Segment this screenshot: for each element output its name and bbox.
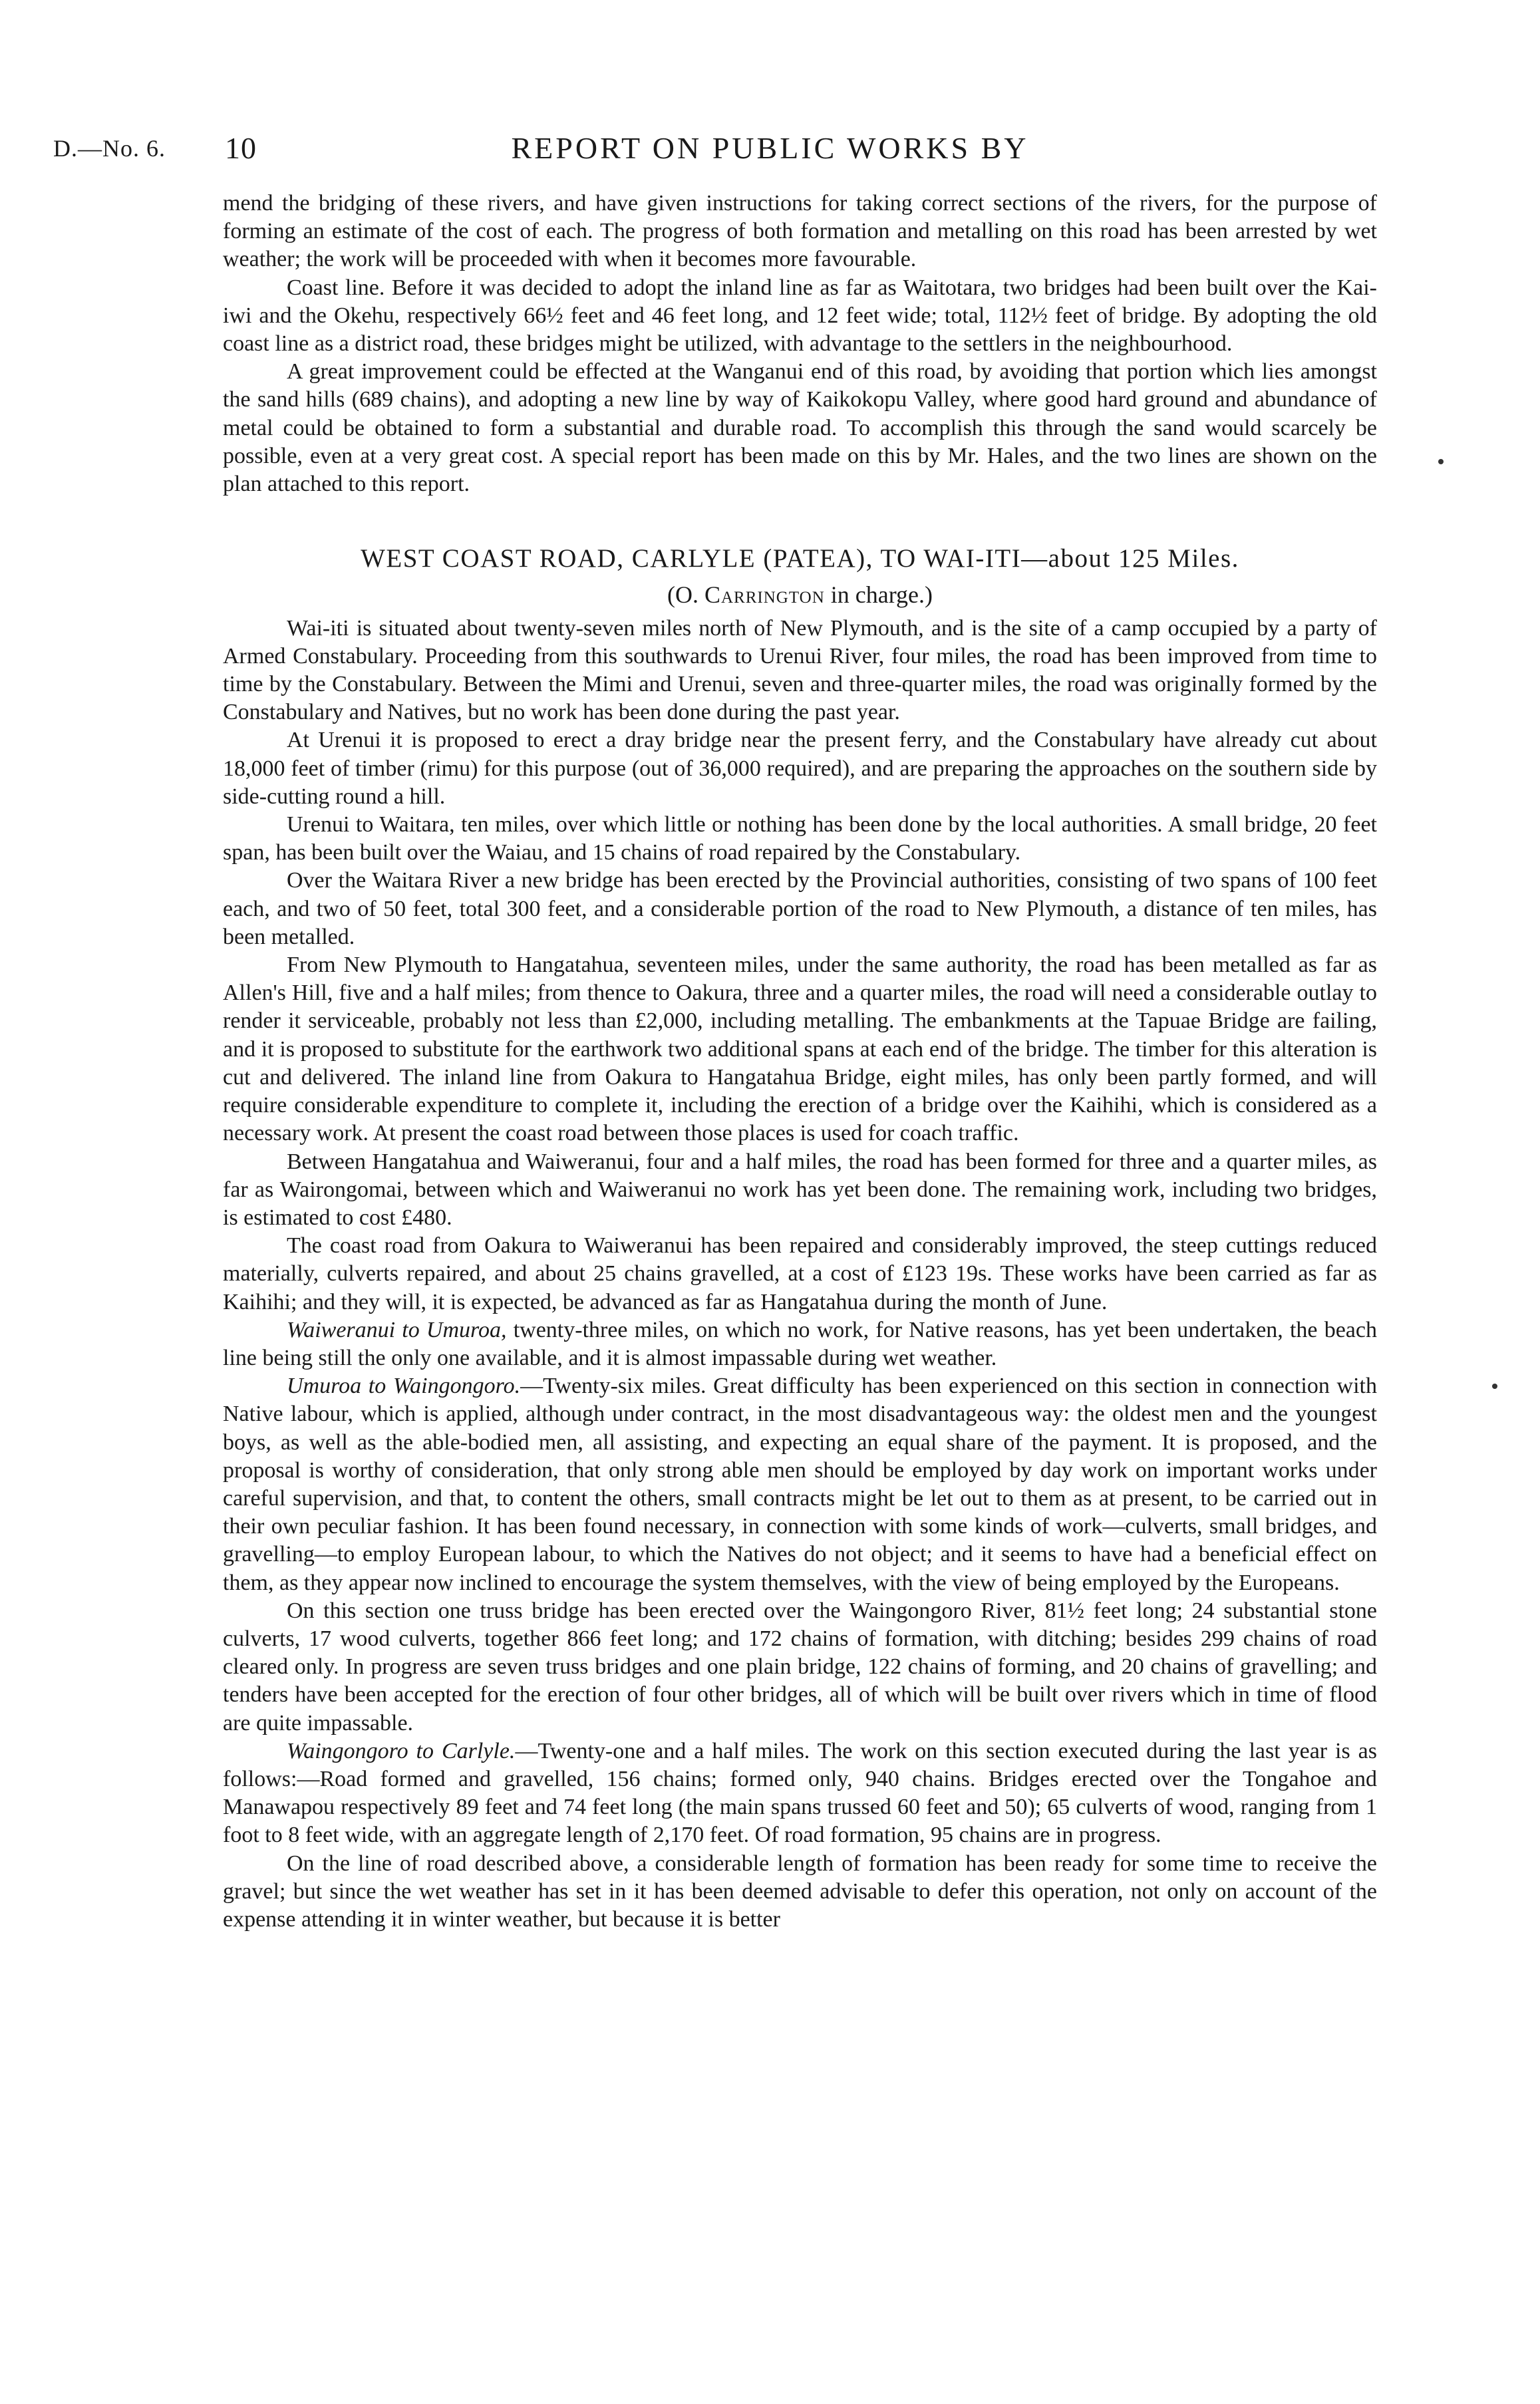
subheading-close: in charge.) [824, 581, 933, 609]
engineer-name: Carrington [704, 581, 825, 609]
paragraph: Wai-iti is situated about twenty-seven miles north of New Plymouth, and is the site of a camp occupied by a party of Armed Constabulary. Proceeding from this southwards to Urenui River, four miles, the road has been improved from time to time by the Constabulary. Between the Mimi and Urenui, seven and three-quarter miles, the road was originally formed by the Constabulary and Natives, but no work has been done during the past year. [223, 615, 1377, 725]
paragraph [223, 1316, 1377, 1372]
margin-dot [1492, 1384, 1497, 1389]
sidenote-label: Coast line. [287, 275, 385, 300]
paragraph [223, 274, 1377, 359]
paragraph-text: —Twenty-six miles. Great difficulty has been experienced on this section in connection with Native labour, which is applied, although under contract, in the most disadvantageous way: the oldest men and the youngest boys, as well as the able-bodied men, all assisting, and expecting an equal share of the payment. It is proposed, and the proposal is worthy of consideration, that only strong able men should be employed by day work on important works under careful supervision, and that, to content the others, small contracts might be let out to them as at present, to be carried out in their own peculiar fashion. It has been found necessary, in connection with some kinds of work—culverts, small bridges, and gravelling—to employ European labour, to which the Natives do not object; and it seems to have had a beneficial effect on them, as they appear now inclined to encourage the system themselves, with the view of being employed by the Europeans. [223, 1374, 1378, 1595]
page-number: 10 [225, 131, 257, 165]
paragraph: From New Plymouth to Hangatahua, seventeen miles, under the same authority, the road has been metalled as far as Allen's Hill, five and a half miles; from thence to Oakura, three and a quarter miles, the road will need a considerable outlay to render it serviceable, probably not less than £2,000, including metalling. The embankments at the Tapuae Bridge are failing, and it is proposed to substitute for the earthwork two additional spans at each end of the bridge. The timber for this alteration is cut and delivered. The inland line from Oakura to Hangatahua Bridge, eight miles, has only been partly formed, and will require considerable expenditure to complete it, including the erection of a bridge over the Kaihihi, which is considered as a necessary work. At present the coast road between those places is used for coach traffic. [223, 953, 1377, 1146]
paragraph: At Urenui it is proposed to erect a dray bridge near the present ferry, and the Constabulary have already cut about 18,000 feet of timber (rimu) for this purpose (out of 36,000 required), and are preparing the approaches on the southern side by side-cutting round a hill. [223, 728, 1377, 809]
running-head [53, 130, 1487, 170]
italic-heading: Umuroa to Waingongoro. [287, 1374, 521, 1399]
paragraph [223, 1737, 1377, 1850]
paragraph: On this section one truss bridge has been erected over the Waingongoro River, 81½ feet long; 24 substantial stone culverts, 17 wood culverts, together 866 feet long; and 172 chains of formation, with ditching; besides 299 chains of road cleared only. In progress are seven truss bridges and one plain bridge, 122 chains of forming, and 20 chains of gravelling; and tenders have been accepted for the erection of four other bridges, all of which will be built over rivers which in time of flood are quite impassable. [223, 1598, 1377, 1735]
document-number: D.—No. 6. [53, 135, 166, 162]
paragraph-text: Before it was decided to adopt the inland line as far as Waitotara, two bridges had been built over the Kai-iwi and the Okehu, respectively 66½ feet and 46 feet long, and 12 feet wide; total, 112½ feet of bridge. By adopting the old coast line as a district road, these bridges might be utilized, with advantage to the settlers in the neighbourhood. [223, 275, 1377, 357]
paragraph: Between Hangatahua and Waiweranui, four and a half miles, the road has been formed for three and a quarter miles, as far as Wairongomai, between which and Waiweranui no work has yet been done. The remaining work, including two bridges, is estimated to cost £480. [223, 1149, 1377, 1230]
margin-dot [1438, 459, 1444, 464]
paragraph: mend the bridging of these rivers, and have given instructions for taking correct sections of the rivers, for the purpose of forming an estimate of the cost of each. The progress of both formation and metalling on this road has been arrested by wet weather; the work will be proceeded with when it becomes more favourable. [223, 191, 1377, 272]
running-title: REPORT ON PUBLIC WORKS BY [511, 131, 1029, 165]
paragraph: A great improvement could be effected at the Wanganui end of this road, by avoiding that portion which lies amongst the sand hills (689 chains), and adopting a new line by way of Kaikokopu Valley, where good hard ground and abundance of metal could be obtained to form a substantial and durable road. To accomplish this through the sand would scarcely be possible, even at a very great cost. A special report has been made on this by Mr. Hales, and the two lines are shown on the plan attached to this report. [223, 359, 1377, 497]
subheading-open: (O. [667, 581, 704, 609]
paragraph-text: twenty-three miles, on which no work, for Native reasons, has yet been undertaken, the beach line being still the only one available, and it is almost impassable during wet weather. [223, 1317, 1377, 1370]
body-text [223, 190, 1377, 1934]
paragraph: On the line of road described above, a considerable length of formation has been ready for some time to receive the gravel; but since the wet weather has set in it has been deemed advisable to defer this operation, not only on account of the expense attending it in winter weather, but because it is better [223, 1851, 1377, 1932]
paragraph [223, 1372, 1377, 1597]
section-heading: WEST COAST ROAD, CARLYLE (PATEA), TO WAI-ITI—about 125 Miles. [361, 544, 1239, 573]
paragraph-text: —Twenty-one and a half miles. The work on this section executed during the last year is as follows:—Road formed and gravelled, 156 chains; formed only, 940 chains. Bridges erected over the Tongahoe and Manawapou respectively 89 feet and 74 feet long (the main spans trussed 60 feet and 50); 65 culverts of wood, ranging from 1 foot to 8 feet wide, with an aggregate length of 2,170 feet. Of road formation, 95 chains are in progress. [223, 1738, 1377, 1848]
italic-heading: Waiweranui to Umuroa, [287, 1317, 507, 1342]
paragraph: Over the Waitara River a new bridge has been erected by the Provincial authorities, consisting of two spans of 100 feet each, and two of 50 feet, total 300 feet, and a considerable portion of the road to New Plymouth, a distance of ten miles, has been metalled. [223, 868, 1377, 949]
paragraph: Urenui to Waitara, ten miles, over which little or nothing has been done by the local authorities. A small bridge, 20 feet span, has been built over the Waiau, and 15 chains of road repaired by the Constabulary. [223, 812, 1377, 865]
section-subheading [223, 581, 1377, 609]
italic-heading: Waingongoro to Carlyle. [287, 1738, 516, 1763]
paragraph: The coast road from Oakura to Waiweranui has been repaired and considerably improved, the steep cuttings reduced materially, culverts repaired, and about 25 chains gravelled, at a cost of £123 19s. These works have been carried as far as Kaihihi; and they will, it is expected, be advanced as far as Hangatahua during the month of June. [223, 1233, 1377, 1314]
